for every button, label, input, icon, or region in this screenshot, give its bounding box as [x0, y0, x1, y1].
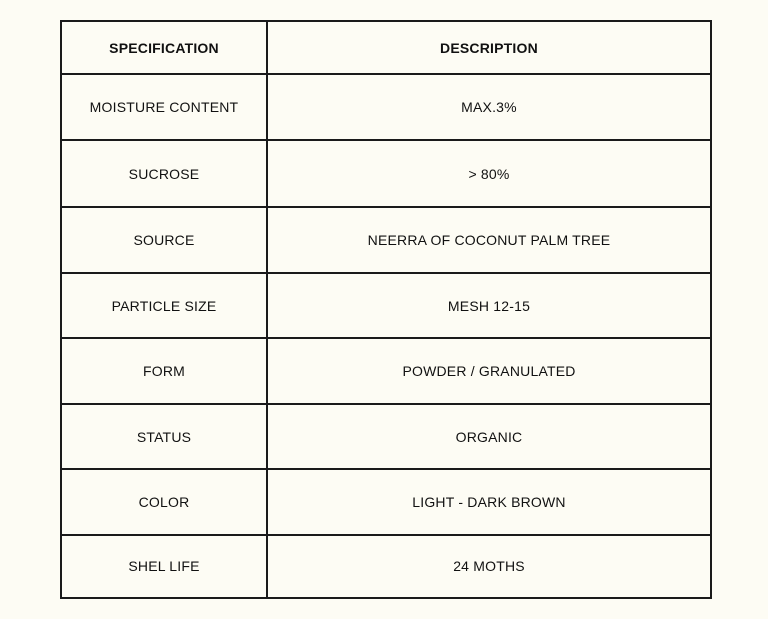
table-row [61, 207, 711, 273]
table-row [61, 140, 711, 206]
description-column-header: DESCRIPTION [267, 21, 711, 74]
description-cell: ORGANIC [267, 404, 711, 469]
table-row [61, 404, 711, 469]
description-cell: MAX.3% [267, 74, 711, 140]
description-cell: > 80% [267, 140, 711, 206]
spec-cell: COLOR [61, 469, 267, 534]
spec-cell: SUCROSE [61, 140, 267, 206]
description-cell: POWDER / GRANULATED [267, 338, 711, 403]
spec-cell: STATUS [61, 404, 267, 469]
spec-cell: FORM [61, 338, 267, 403]
table-row [61, 273, 711, 338]
spec-cell: SHEL LIFE [61, 535, 267, 598]
specification-column-header: SPECIFICATION [61, 21, 267, 74]
spec-cell: SOURCE [61, 207, 267, 273]
description-cell: NEERRA OF COCONUT PALM TREE [267, 207, 711, 273]
description-cell: MESH 12-15 [267, 273, 711, 338]
table-row [61, 338, 711, 403]
table-row [61, 535, 711, 598]
table-header-row [61, 21, 711, 74]
specification-table [60, 20, 712, 599]
spec-cell: PARTICLE SIZE [61, 273, 267, 338]
description-cell: 24 MOTHS [267, 535, 711, 598]
description-cell: LIGHT - DARK BROWN [267, 469, 711, 534]
table-row [61, 469, 711, 534]
spec-cell: MOISTURE CONTENT [61, 74, 267, 140]
table-row [61, 74, 711, 140]
